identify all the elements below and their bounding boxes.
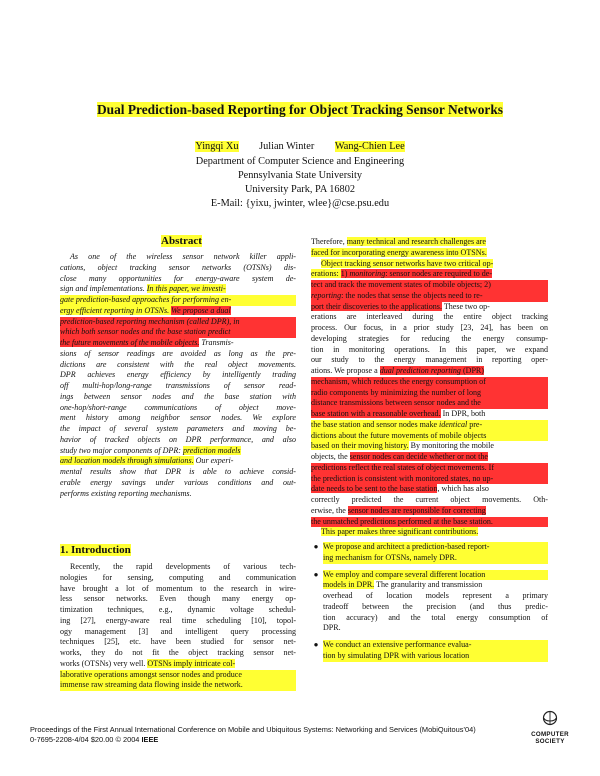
author-2: Julian Winter [259, 141, 315, 152]
abstract-line: cations, object tracking sensor networks (OTSNs) dis- [60, 262, 296, 272]
right-line: radio components by minimizing the number of long [311, 388, 548, 399]
abstract-line: sions of sensor readings are avoided as long as the pre- [60, 348, 296, 358]
introduction-heading: 1. Introduction [60, 544, 131, 556]
abstract-line: study two major components of DPR: prediction models [60, 445, 241, 455]
right-line: tion in monitoring operations. In this paper, we expand [311, 344, 548, 354]
intro-line: Recently, the rapid developments of various tech- [70, 562, 296, 571]
bullet-icon: ● [313, 569, 319, 579]
abstract-line: mental results show that DPR is able to achieve consid- [60, 467, 296, 476]
abstract-line: dictions are consistent with the real object movements. [60, 359, 296, 369]
abstract-line: which both sensor nodes and the base station predict [60, 327, 296, 338]
right-line: predictions reflect the real states of object movements. If [311, 463, 548, 474]
intro-line: have brought a lot of momentum to the research in wire- [60, 583, 296, 593]
abstract-line: ment history among neighbor sensor nodes. We explore [60, 413, 296, 423]
abstract-body [60, 252, 296, 499]
right-line: Therefore, many technical and research challenges are [311, 237, 486, 246]
abstract-line: the impact of several system parameters and moving be- [60, 424, 296, 433]
intro-line: less sensor networks. Even though many energy op- [60, 594, 296, 604]
right-line: erwise, the sensor nodes are responsible for correcting [311, 505, 486, 515]
footer-isbn: 0-7695-2208-4/04 $20.00 © 2004 IEEE [30, 735, 159, 744]
affiliation-department: Department of Computer Science and Engineering [195, 156, 405, 167]
right-line: erations: 1) monitoring: sensor nodes are required to de- [311, 269, 493, 279]
right-line: based on their moving history. By monitoring the mobile [311, 441, 494, 451]
right-line: developing strategies for reducing the energy consump- [311, 333, 548, 343]
author-1: Yingqi Xu [195, 141, 239, 152]
bullet-icon: ● [313, 542, 319, 551]
abstract-line: erable energy savings under various conditions and out- [60, 477, 296, 487]
abstract-line: ings between sensor nodes and the base station with [60, 391, 296, 401]
abstract-line: prediction-based reporting mechanism (called DPR), in [60, 317, 296, 328]
contribution-item: ● We conduct an extensive performance evalua- tion by simulating DPR with various location [323, 640, 548, 662]
abstract-line: havior of tracked objects on DPR performance, and also [60, 434, 296, 444]
contribution-list [313, 542, 548, 662]
affiliation-city: University Park, PA 16802 [244, 184, 356, 195]
right-column [311, 237, 548, 662]
right-line: port their discoveries to the applications. These two op- [311, 301, 490, 311]
right-line: base station with a reasonable overhead. In DPR, both [311, 409, 486, 418]
paper-title: Dual Prediction-based Reporting for Object Tracking Sensor Networks [96, 102, 504, 117]
abstract-line: off multi-hop/long-range transmissions of sensor read- [60, 381, 296, 390]
right-line: Object tracking sensor networks have two critical op- [321, 258, 494, 268]
computer-society-logo-icon [541, 710, 559, 726]
right-line: process. Our focus, in a prior study [23, 24], has been on [311, 323, 548, 332]
proceedings-footer [30, 725, 476, 745]
right-line: the prediction is consistent with monitored states, no up- [311, 474, 548, 485]
contribution-item: ● We employ and compare several different location models in DPR. The granularity and transmission overhead of location models represent a primary tradeoff between the precision (and thus predic- tion accuracy) and the total energy consumption of DPR. [313, 569, 548, 633]
right-line: dictions about the future movements of mobile objects [311, 431, 548, 442]
intro-line: techniques [25], etc. have been studied for sensor net- [60, 637, 296, 647]
intro-line: nologies for sensing, computing and communication [60, 572, 296, 582]
intro-line: ing [27], energy-aware real time scheduling [10], topol- [60, 615, 296, 625]
abstract-line: close many opportunities for energy-aware system de- [60, 273, 296, 283]
intro-line: ogy management [3] and intelligent query processing [60, 626, 296, 636]
right-line: ations. We propose a dual prediction reporting (DPR) [311, 366, 484, 375]
right-line: our study to the energy management in reporting oper- [311, 355, 548, 365]
affiliation-email: E-Mail: {yixu, jwinter, wlee}@cse.psu.edu [210, 198, 390, 209]
computer-society-logo [526, 710, 574, 745]
right-line: tect and track the movement states of mobile objects; 2) [311, 280, 548, 291]
right-line: reporting: the nodes that sense the objects need to re- [311, 291, 548, 302]
right-line: mechanism, which reduces the energy consumption of [311, 377, 548, 388]
footer-proceedings: Proceedings of the First Annual International Conference on Mobile and Ubiquitous Systems: Networking and Services (MobiQuitous’04) [30, 725, 476, 734]
logo-text-bottom: SOCIETY [535, 738, 565, 745]
intro-line: works, they do not fit the object tracking sensor net- [60, 648, 296, 657]
author-3: Wang-Chien Lee [334, 141, 405, 152]
bullet-icon: ● [313, 640, 319, 649]
right-line: This paper makes three significant contributions. [321, 527, 479, 537]
right-line: the unmatched predictions performed at the base station. [311, 517, 548, 528]
abstract-line: gate prediction-based approaches for performing en- [60, 295, 296, 306]
abstract-line: one-hop/short-range communications of object move- [60, 402, 296, 412]
right-line: date needs to be sent to the base station, which has also [311, 484, 489, 494]
abstract-line: ergy efficient reporting in OTSNs. We propose a dual [60, 305, 231, 315]
abstract-heading: Abstract [161, 235, 202, 247]
intro-line: timization techniques, e.g., dynamic voltage schedul- [60, 605, 296, 614]
logo-text-top: COMPUTER [531, 731, 569, 738]
right-line: objects, the sensor nodes can decide whether or not the [311, 452, 488, 461]
intro-line: works (OTSNs) very well. OTSNs imply intricate col- [60, 658, 236, 668]
abstract-line: and location models through simulations. Our experi- [60, 456, 234, 466]
right-line: the base station and sensor nodes make identical pre- [311, 420, 548, 431]
abstract-line: As one of the wireless sensor network killer appli- [70, 252, 296, 261]
abstract-line: performs existing reporting mechanisms. [60, 488, 192, 498]
right-line: distance transmissions between sensor nodes and the [311, 398, 548, 409]
introduction-body [60, 562, 296, 691]
intro-line: immense raw streaming data flowing inside the network. [60, 680, 296, 691]
right-line: erations are interleaved during the entire object tracking [311, 312, 548, 322]
intro-line: laborative operations amongst sensor nodes and produce [60, 670, 296, 681]
abstract-line: sign and implementations. In this paper, we investi- [60, 284, 226, 294]
abstract-line: the future movements of the mobile objects. Transmis- [60, 338, 234, 347]
ieee-logo: IEEE [141, 735, 159, 744]
author-list [0, 141, 600, 153]
right-line: faced for incorporating energy awareness into OTSNs. [311, 247, 487, 257]
affiliation-university: Pennsylvania State University [237, 170, 363, 181]
contribution-item: ● We propose and architect a prediction-based report- ing mechanism for OTSNs, namely DPR. [323, 542, 548, 564]
abstract-line: DPR achieves energy efficiency by intelligently trading [60, 370, 296, 380]
right-line: correctly predicted the current object movements. Oth- [311, 495, 548, 504]
